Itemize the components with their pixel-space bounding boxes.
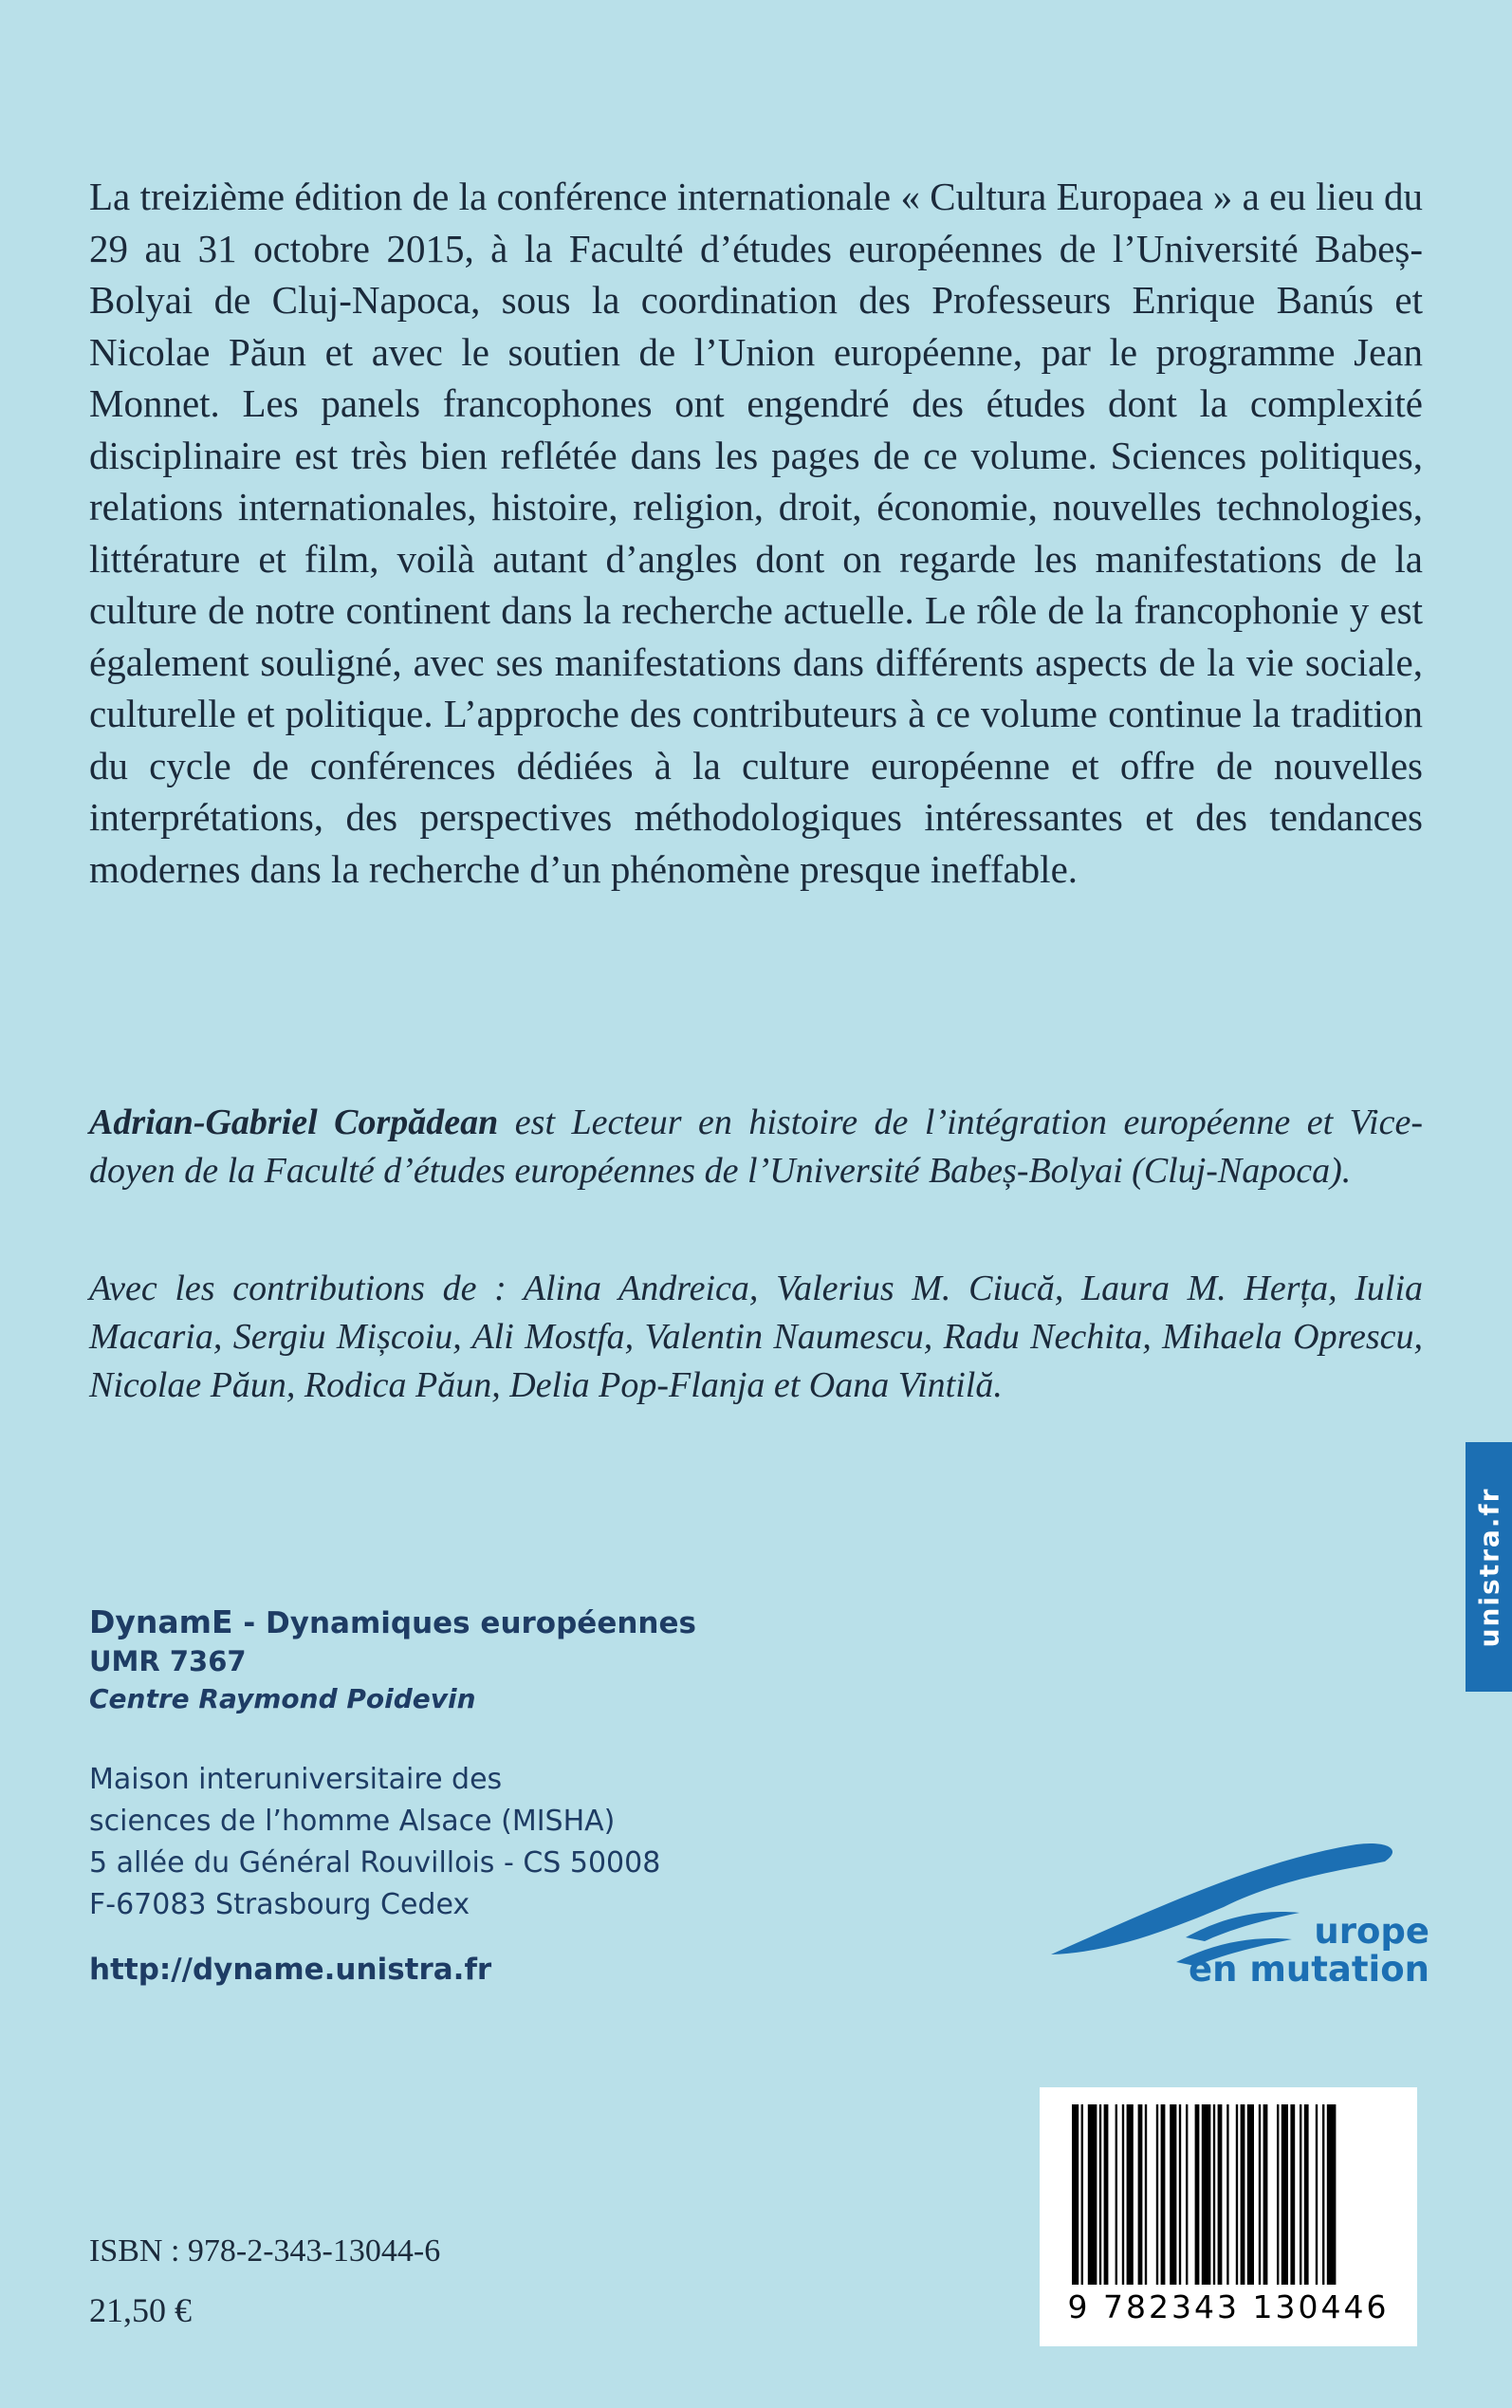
barcode-box <box>1040 2087 1417 2346</box>
barcode-icon <box>1040 2087 1417 2291</box>
dyname-subtitle: - Dynamiques européennes <box>232 1606 696 1640</box>
address-line: F-67083 Strasbourg Cedex <box>89 1888 470 1921</box>
author-name: Adrian-Gabriel Corpădean <box>89 1102 499 1142</box>
logo-wordmark <box>1189 1913 1429 1989</box>
logo-line-1: urope <box>1314 1911 1429 1952</box>
unistra-side-tab <box>1466 1442 1512 1692</box>
author-note <box>89 1099 1423 1195</box>
dyname-brand: DynamE <box>89 1603 233 1640</box>
barcode-number: 9 782343 130446 <box>1067 2288 1390 2325</box>
dyname-title <box>89 1603 696 1642</box>
address-line: 5 allée du Général Rouvillois - CS 50008 <box>89 1846 661 1880</box>
contributors-list: Avec les contributions de : Alina Andreica, Valerius M. Ciucă, Laura M. Herța, Iulia Macaria, Sergiu Mișcoiu, Ali Mostfa, Valentin Naumescu, Radu Nechita, Mihaela Oprescu, Nicolae Păun, Rodica Păun, Delia Pop-Flanja et Oana Vintilă. <box>89 1269 1423 1405</box>
back-cover-summary: La treizième édition de la conférence internationale « Cultura Europaea » a eu lieu du 29 au 31 octobre 2015, à la Faculté d’études européennes de l’Université Babeș-Bolyai de Cluj-Napoca, sous la coordination des Professeurs Enrique Banús et Nicolae Păun et avec le soutien de l’Union européenne, par le programme Jean Monnet. Les panels francophones ont engendré des études dont la complexité disciplinaire est très bien reflétée dans les pages de ce volume. Sciences politiques, relations internationales, histoire, religion, droit, économie, nouvelles technologies, littérature et film, voilà autant d’angles dont on regarde les manifestations de la culture de notre continent dans la recherche actuelle. Le rôle de la francophonie y est également souligné, avec ses manifestations dans différents aspects de la vie sociale, culturelle et politique. L’approche des contributeurs à ce volume continue la tradition du cycle de conférences dédiées à la culture européenne et offre de nouvelles interprétations, des perspectives méthodologiques intéressantes et des tendances modernes dans la recherche d’un phénomène presque ineffable. <box>89 175 1423 891</box>
unistra-tab-label: unistra.fr <box>1473 1487 1504 1647</box>
price: 21,50 € <box>89 2291 192 2329</box>
dyname-block <box>89 1603 696 1718</box>
dyname-centre: Centre Raymond Poidevin <box>89 1683 476 1714</box>
logo-line-2: en mutation <box>1189 1949 1429 1990</box>
address-line: sciences de l’homme Alsace (MISHA) <box>89 1805 616 1838</box>
author-bio: est Lecteur en histoire de l’intégration européenne et Vice-doyen de la Faculté d’études européennes de l’Université Babeș-Bolyai (Cluj-Napoca). <box>89 1102 1424 1191</box>
dyname-url: http://dyname.unistra.fr <box>89 1953 492 1987</box>
isbn: ISBN : 978-2-343-13044-6 <box>89 2233 441 2269</box>
publisher-address <box>89 1759 660 1926</box>
address-line: Maison interuniversitaire des <box>89 1763 503 1796</box>
dyname-umr: UMR 7367 <box>89 1645 247 1677</box>
